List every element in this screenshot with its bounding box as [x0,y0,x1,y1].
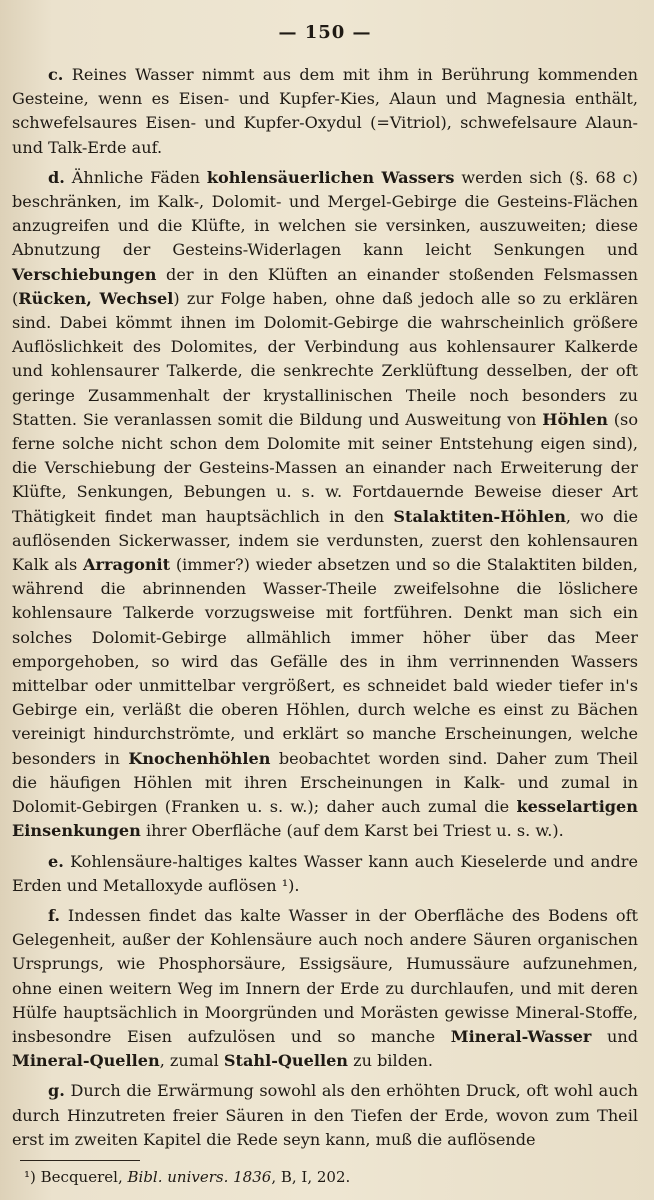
paragraph-text: Reines Wasser nimmt aus dem mit ihm in Berührung kommenden Gesteine, wenn es Eisen- und Kupfer-Kies, Alaun und Magnesia enthält, schwefelsaures Eisen- und Kupfer-Oxydul (=Vitriol), schwefelsaure Alaun- und Talk-Erde auf. [12,65,638,157]
paragraph-text: (immer?) wieder absetzen und so die Stalaktiten bilden, während die abrinnenden Wasser-Theile zweifelsohne die löslichere kohlensaure Talkerde vorzugsweise mit fortführen. Denkt man sich ein solches Dolomit-Gebirge allmählich immer höher über das Meer emporgehoben, so wird das Gefälle des in ihm verrinnenden Wassers mittelbar oder unmittelbar vergrößert, es schneidet bald wieder tiefer in's Gebirge ein, verläßt die oberen Höhlen, durch welche es einst zu Bächen vereinigt hindurchströmte, und erklärt so manche Erscheinungen, welche besonders in [12,555,638,768]
paragraph-text: der in den Klüften an einander stoßenden Felsmassen ( [12,264,638,308]
paragraph-text: beobachtet worden sind. Daher zum Theil die häufigen Höhlen mit ihren Erscheinungen in Kalk- und zumal in Dolomit-Gebirgen (Franken u. s. w.); daher auch zumal die [12,748,638,817]
paragraph-text: zu bilden. [348,1051,433,1071]
footnote-rule [20,1160,140,1161]
paragraph-f [12,904,638,1073]
footnote-mark: ¹) [24,1167,36,1186]
paragraph-text: Ähnliche Fäden [64,167,207,187]
paragraph-marker: d. [48,167,65,187]
body-text [12,63,638,1152]
emphasized-term: Knochenhöhlen [128,748,271,768]
emphasized-term: Mineral-Wasser [450,1026,592,1046]
emphasized-term: Mineral-Quellen [12,1051,160,1071]
paragraph-marker: e. [48,851,64,871]
emphasized-term: Verschiebungen [12,264,157,284]
paragraph-text: ihrer Oberfläche (auf dem Karst bei Triest u. s. w.). [140,821,564,841]
paragraph-text: , wo die auflösenden Sickerwasser, indem sie verdunsten, zuerst den kohlensauren Kalk als [12,506,638,575]
paragraph-text: Durch die Erwärmung sowohl als den erhöhten Druck, oft wohl auch durch Hinzutreten freier Säuren in den Tiefen der Erde, wovon zum Theil erst im zweiten Kapitel die Rede seyn kann, muß die auflösende [12,1081,638,1149]
paragraph-text: Indessen findet das kalte Wasser in der Oberfläche des Bodens oft Gelegenheit, außer der Kohlensäure auch noch andere Säuren organischen Ursprungs, wie Phosphorsäure, Essigsäure, Humussäure aufzunehmen, ohne einen weitern Weg im Innern der Erde zu durchlaufen, und mit deren Hülfe hauptsächlich in Moorgründen und Morästen gewisse Mineral-Stoffe, insbesondre Eisen aufzulösen und so manche [12,905,638,1046]
emphasized-term: Rücken, Wechsel [18,288,174,308]
paragraph-text: , zumal [159,1051,224,1071]
paragraph-marker: c. [48,65,64,84]
paragraph-text: Kohlensäure-haltiges kaltes Wasser kann auch Kieselerde und andre Erden und Metalloxyde auflösen ¹). [12,851,638,895]
paragraph-e [12,850,638,898]
emphasized-term: Höhlen [542,409,608,429]
paragraph-c [12,63,638,160]
page-number: — 150 — [278,22,372,43]
footnote-author: Becquerel, [40,1167,123,1186]
emphasized-term: kohlensäuerlichen Wassers [206,167,455,187]
footnote-rest: , B, I, 202. [271,1167,351,1186]
paragraph-marker: g. [48,1081,65,1101]
paragraph-d [12,166,638,844]
emphasized-term: Stahl-Quellen [223,1051,349,1071]
paragraph-text: (so ferne solche nicht schon dem Dolomite mit seiner Entstehung eigen sind), die Verschiebung der Gesteins-Massen an einander nach Erweiterung der Klüfte, Senkungen, Bebungen u. s. w. Fortdauernde Beweise dieser Art Thätigkeit findet man hauptsächlich in den [12,409,639,526]
paragraph-text: und [591,1026,638,1046]
paragraph-g [12,1079,638,1152]
footnote [24,1167,638,1187]
emphasized-term: Arragonit [83,555,171,575]
emphasized-term: kesselartigen Einsenkungen [12,797,638,841]
emphasized-term: Stalaktiten-Höhlen [393,506,566,526]
paragraph-marker: f. [48,905,60,925]
footnote-source: Bibl. univers. 1836 [127,1167,272,1186]
paragraph-text: werden sich (§. 68 c) beschränken, im Kalk-, Dolomit- und Mergel-Gebirge die Gesteins-Flächen anzugreifen und die Klüfte, in welchen sie versinken, auszuweiten; diese Abnutzung der Gesteins-Widerlagen kann leicht Senkungen und [12,167,638,260]
paragraph-text: ) zur Folge haben, ohne daß jedoch alle so zu erklären sind. Dabei kömmt ihnen im Dolomit-Gebirge die wahrscheinlich größere Auflöslichkeit des Dolomites, der Verbindung aus kohlensaurer Kalkerde und kohlensaurer Talkerde, die senkrechte Zerklüftung desselben, der oft geringe Zusammenhalt der krystallinischen Theile noch besonders zu Statten. Sie veranlassen somit die Bildung und Ausweitung von [12,288,638,429]
